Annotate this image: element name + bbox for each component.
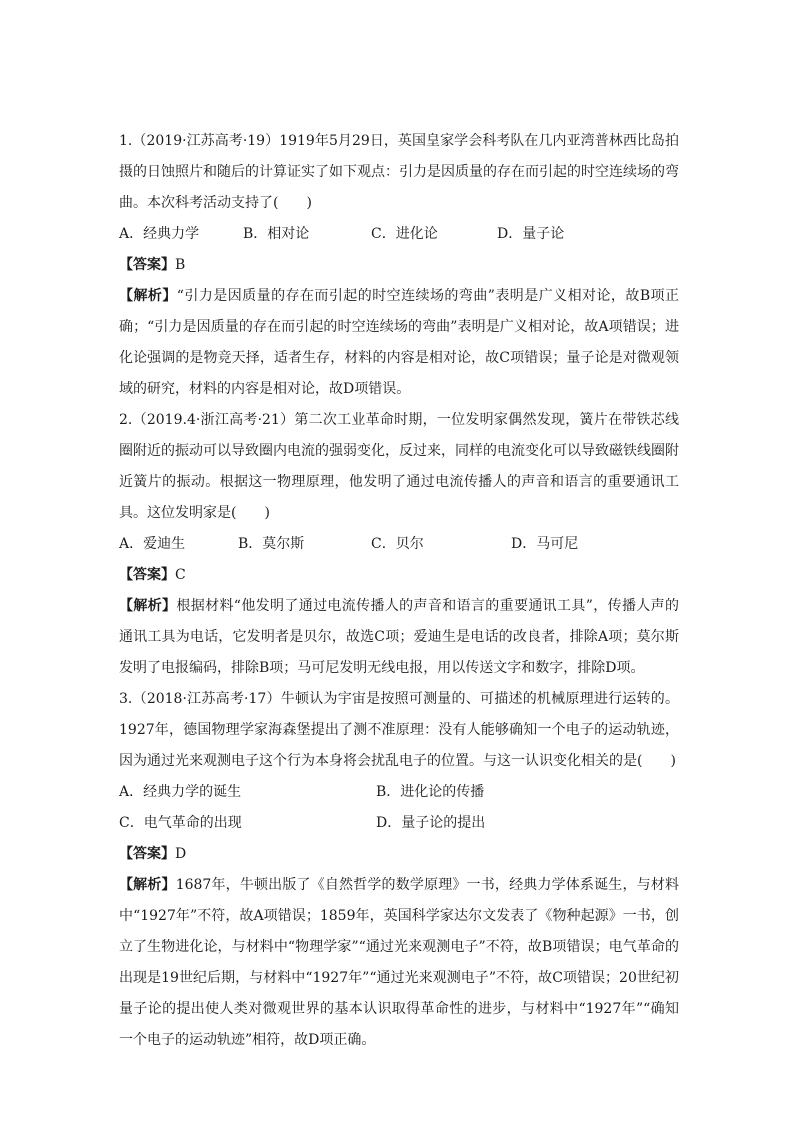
option-d: D．量子论的提出 <box>376 815 486 831</box>
option-d: D．马可尼 <box>511 536 579 552</box>
answer-line <box>119 250 679 281</box>
analysis-label: 【解析】 <box>119 288 177 304</box>
option-a: A．爱迪生 <box>119 536 186 552</box>
analysis-text: “引力是因质量的存在而引起的时空连续场的弯曲”表明是广义相对论，故B项正确；“引力是因质量的存在而引起的时空连续场的弯曲”表明是广义相对论，故A项错误；进化论强调的是物竞天择，适者生存，材料的内容是相对论，故C项错误；量子论是对微观领域的研究，材料的内容是相对论，故D项错误。 <box>119 288 680 397</box>
analysis-text: 1687年，牛顿出版了《自然哲学的数学原理》一书，经典力学体系诞生，与材料中“1927年”不符，故A项错误；1859年，英国科学家达尔文发表了《物种起源》一书，创立了生物进化论，与材料中“物理学家”“通过光来观测电子”不符，故B项错误；电气革命的出现是19世纪后期，与材料中“1927年”“通过光来观测电子”不符，故C项错误；20世纪初量子论的提出使人类对微观世界的基本认识取得革命性的进步，与材料中“1927年”“确知一个电子的运动轨迹”相符，故D项正确。 <box>119 877 679 1048</box>
options-row-2 <box>119 808 679 839</box>
analysis-text: 根据材料“他发明了通过电流传播人的声音和语言的重要通讯工具”，传播人声的通讯工具为电话，它发明者是贝尔，故选C项；爱迪生是电话的改良者，排除A项；莫尔斯发明了电报编码，排除B项；马可尼发明无线电报，用以传送文字和数字，排除D项。 <box>119 598 680 676</box>
option-b: B．进化论的传播 <box>376 784 485 800</box>
analysis-label: 【解析】 <box>119 877 176 893</box>
analysis <box>119 281 679 405</box>
answer-value: B <box>175 257 186 273</box>
options-row <box>119 219 679 250</box>
analysis-label: 【解析】 <box>119 598 177 614</box>
answer-label: 【答案】 <box>119 846 175 862</box>
question-3 <box>119 684 679 1056</box>
option-c: C．电气革命的出现 <box>119 815 242 831</box>
answer-value: D <box>175 846 187 862</box>
options-row-1 <box>119 777 679 808</box>
question-stem: 3.（2018·江苏高考·17）牛顿认为宇宙是按照可测量的、可描述的机械原理进行运转的。1927年，德国物理学家海森堡提出了测不准原理：没有人能够确知一个电子的运动轨迹，因为通过光来观测电子这个行为本身将会扰乱电子的位置。与这一认识变化相关的是( ) <box>119 691 679 769</box>
answer-label: 【答案】 <box>119 567 175 583</box>
option-a: A．经典力学的诞生 <box>119 784 242 800</box>
answer-line <box>119 839 679 870</box>
question-stem: 2.（2019.4·浙江高考·21）第二次工业革命时期，一位发明家偶然发现，簧片在带铁芯线圈附近的振动可以导致圈内电流的强弱变化，反过来，同样的电流变化可以导致磁铁线圈附近簧片的振动。根据这一物理原理，他发明了通过电流传播人的声音和语言的重要通讯工具。这位发明家是( ) <box>119 412 679 521</box>
analysis <box>119 591 679 684</box>
option-b: B．莫尔斯 <box>238 536 305 552</box>
answer-label: 【答案】 <box>119 257 175 273</box>
answer-line <box>119 560 679 591</box>
option-b: B．相对论 <box>243 226 310 242</box>
option-a: A．经典力学 <box>119 226 200 242</box>
question-1 <box>119 126 679 405</box>
option-d: D．量子论 <box>497 226 565 242</box>
answer-value: C <box>175 567 186 583</box>
question-stem: 1.（2019·江苏高考·19）1919年5月29日，英国皇家学会科考队在几内亚湾普林西比岛拍摄的日蚀照片和随后的计算证实了如下观点：引力是因质量的存在而引起的时空连续场的弯曲。本次科考活动支持了( ) <box>119 133 679 211</box>
question-2 <box>119 405 679 684</box>
option-c: C．进化论 <box>371 226 438 242</box>
question-list <box>119 126 679 1056</box>
option-c: C．贝尔 <box>371 536 424 552</box>
options-row <box>119 529 679 560</box>
analysis <box>119 870 679 1056</box>
